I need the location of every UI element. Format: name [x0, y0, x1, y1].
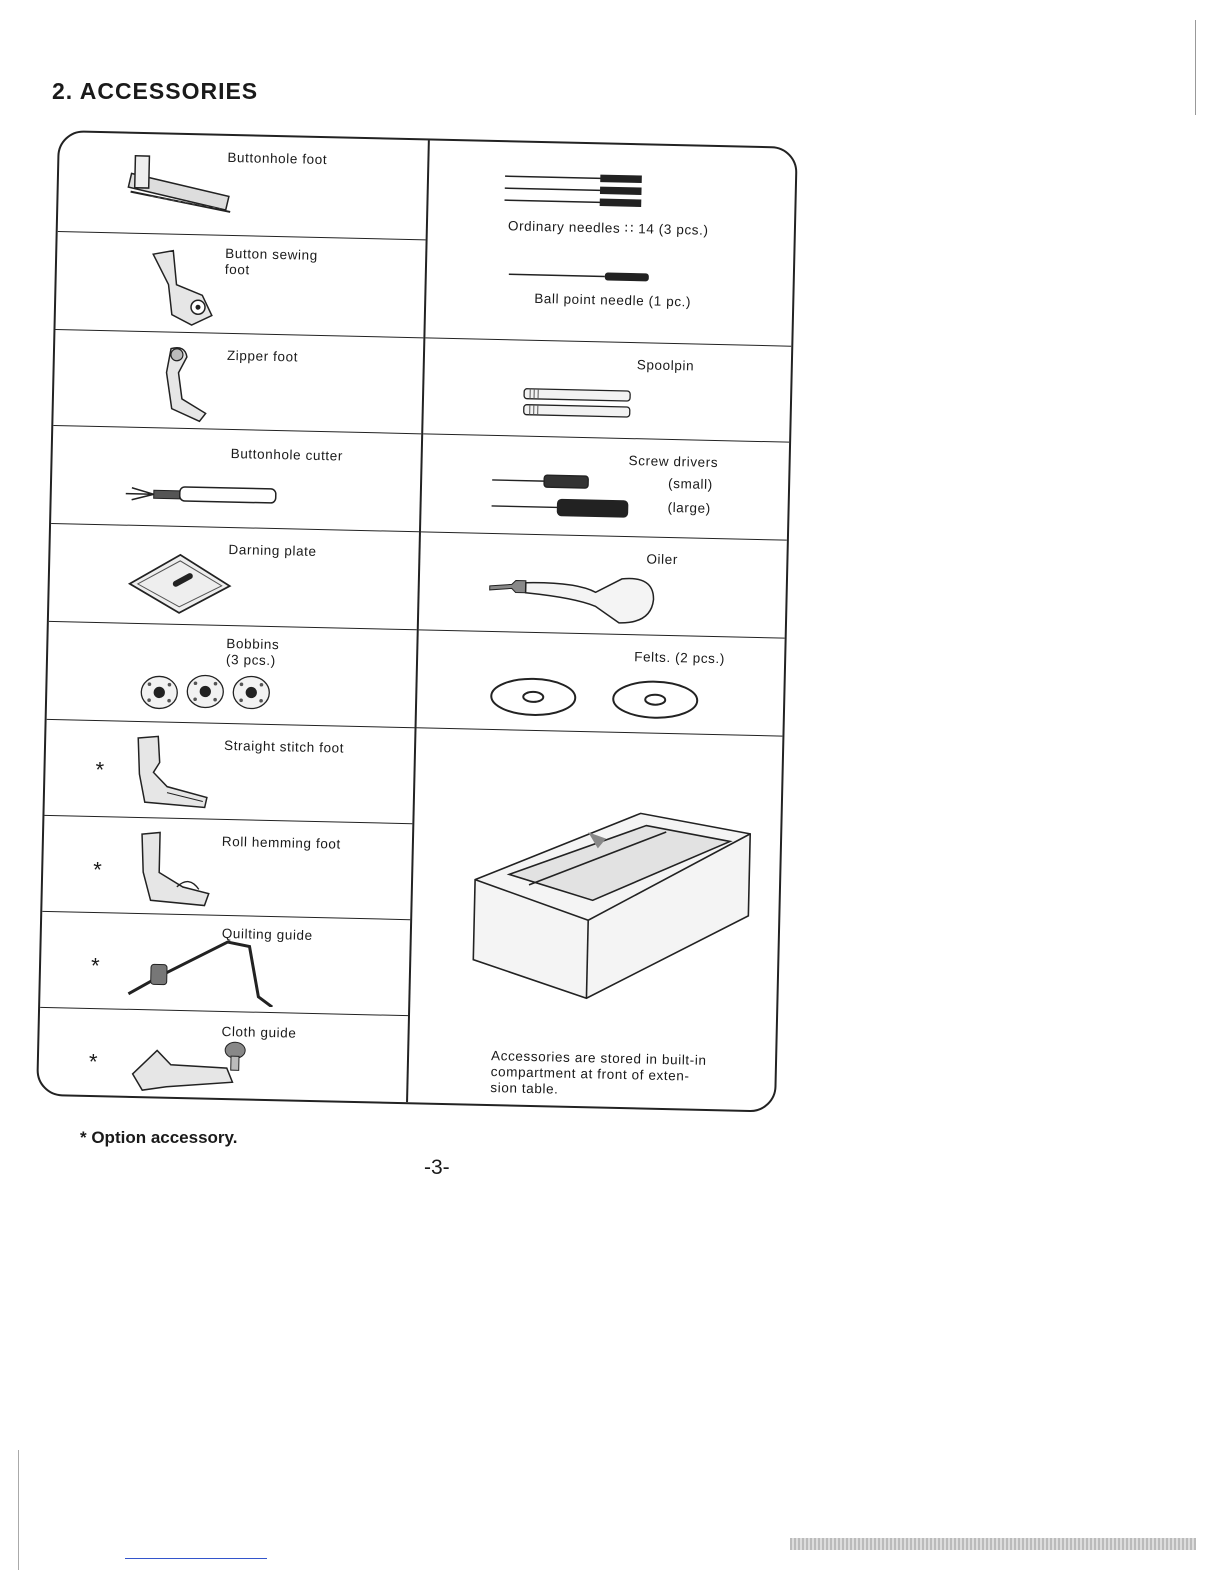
- scan-mark: [125, 1558, 267, 1559]
- scan-edge: [1195, 20, 1196, 115]
- option-star: *: [95, 757, 105, 783]
- item-label: Button sewing foot: [224, 245, 319, 278]
- item-label: Buttonhole foot: [227, 149, 328, 168]
- list-item: [55, 232, 425, 338]
- screwdriver-small-label: (small): [667, 475, 714, 492]
- spoolpin-icon: [519, 383, 640, 426]
- item-label: Quilting guide: [221, 925, 313, 943]
- ball-point-needle-icon: [505, 266, 665, 286]
- left-column: [38, 132, 430, 1102]
- accessories-board: [36, 130, 798, 1113]
- oiler-icon: [485, 562, 666, 630]
- list-item: [58, 132, 428, 240]
- spoolpin-label: Spoolpin: [636, 357, 695, 374]
- ordinary-needles-label: Ordinary needles ∷ 14 (3 pcs.): [507, 218, 709, 238]
- item-label: Darning plate: [228, 541, 317, 559]
- option-star: *: [90, 952, 100, 979]
- right-column: [408, 140, 796, 1110]
- ball-point-needle-label: Ball point needle (1 pc.): [534, 290, 692, 310]
- darning-plate-icon: [125, 548, 237, 620]
- zipper-foot-icon: [149, 342, 231, 424]
- oiler-cell: [419, 532, 787, 638]
- item-label: Roll hemming foot: [221, 833, 342, 852]
- list-item: [42, 816, 412, 920]
- item-label: Bobbins (3 pcs.): [225, 635, 280, 669]
- storage-cell: [408, 728, 782, 1112]
- footnote: * Option accessory.: [80, 1128, 238, 1147]
- storage-compartment-icon: [466, 800, 760, 1007]
- screwdrivers-icon: [487, 468, 638, 523]
- list-item: [38, 1008, 408, 1106]
- page-number: -3-: [424, 1156, 450, 1179]
- screwdriver-large-label: (large): [667, 499, 711, 516]
- list-item: [51, 426, 421, 532]
- felts-icon: [487, 674, 718, 725]
- screwdrivers-label: Screw drivers: [628, 453, 719, 471]
- felts-cell: [417, 630, 785, 736]
- oiler-label: Oiler: [646, 551, 679, 568]
- scan-mark: [790, 1538, 1196, 1550]
- item-label: Zipper foot: [226, 347, 299, 365]
- needles-cell: [425, 140, 795, 346]
- item-label: Straight stitch foot: [223, 737, 345, 756]
- list-item: [40, 912, 410, 1016]
- roll-hemming-foot-icon: [126, 828, 228, 910]
- list-item: [49, 524, 419, 630]
- buttonhole-foot-icon: [120, 151, 242, 224]
- storage-note: Accessories are stored in built-in compartment at front of exten- sion table.: [490, 1048, 707, 1097]
- button-sewing-foot-icon: [142, 244, 234, 330]
- scan-edge: [18, 1450, 19, 1570]
- cloth-guide-icon: [126, 1034, 267, 1097]
- item-label: Buttonhole cutter: [230, 446, 344, 464]
- spoolpin-cell: [423, 338, 791, 442]
- felts-label: Felts. (2 pcs.): [634, 649, 726, 667]
- option-star: *: [88, 1048, 98, 1075]
- list-item: [47, 622, 417, 728]
- item-label: Cloth guide: [221, 1023, 297, 1041]
- page-title: 2. ACCESSORIES: [52, 78, 259, 104]
- list-item: [53, 330, 423, 434]
- bobbins-icon: [137, 670, 288, 717]
- needles-icon: [500, 168, 661, 216]
- list-item: [44, 720, 414, 824]
- option-star: *: [92, 856, 103, 883]
- straight-stitch-foot-icon: [127, 732, 219, 814]
- buttonhole-cutter-icon: [121, 480, 282, 514]
- quilting-guide-icon: [122, 934, 294, 1008]
- screwdrivers-cell: [421, 434, 789, 540]
